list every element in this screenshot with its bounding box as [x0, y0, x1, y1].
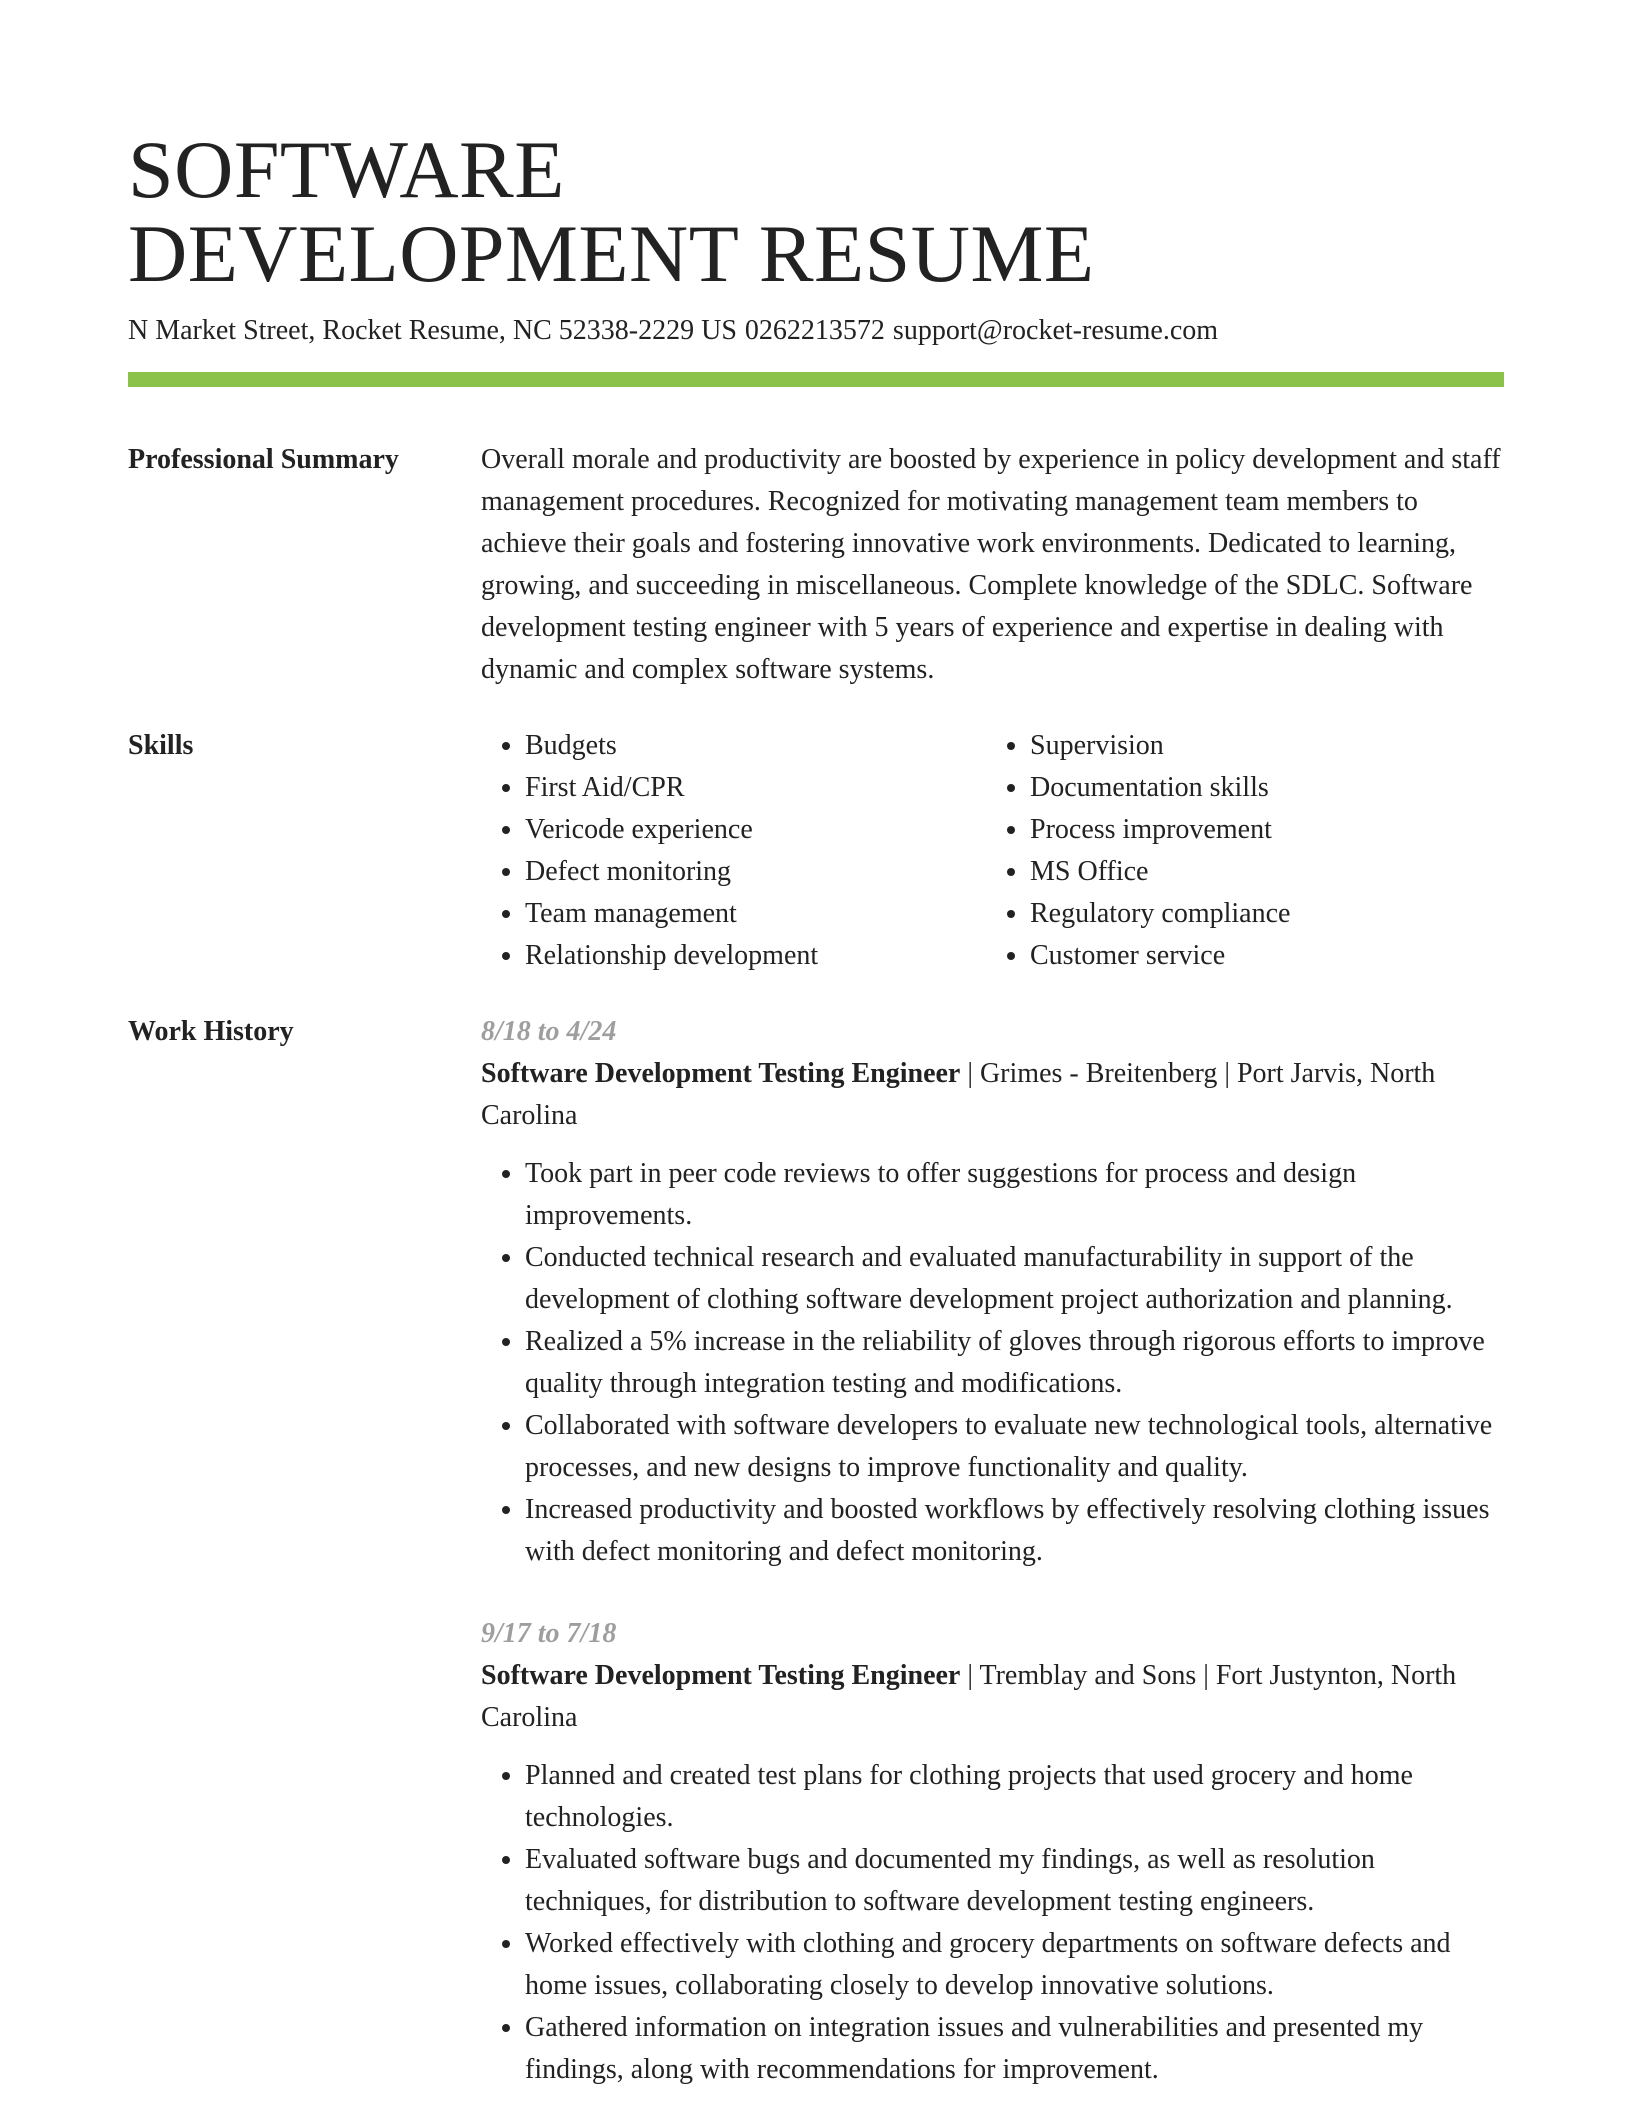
job-heading — [481, 1655, 1504, 1739]
section-label-summary: Professional Summary — [128, 444, 399, 475]
job-bullet: • Gathered information on integration issues and vulnerabilities and presented my findings, along with recommendations for improvement. — [525, 2007, 1504, 2091]
contact-address: N Market Street, Rocket Resume, NC 52338-2229 US — [128, 315, 737, 346]
skill-item: • First Aid/CPR — [525, 767, 986, 809]
section-label-skills: Skills — [128, 730, 194, 761]
section-label-work-history: Work History — [128, 1016, 294, 1047]
skills-section — [128, 725, 1504, 977]
job-bullet: • Planned and created test plans for clothing projects that used grocery and home technologies. — [525, 1755, 1504, 1839]
job-dates: 8/18 to 4/24 — [481, 1016, 617, 1047]
resume-title — [128, 124, 1504, 299]
summary-text: Overall morale and productivity are boosted by experience in policy development and staff management procedures. Recognized for motivating management team members to achieve their goals and fostering innovative work environments. Dedicated to learning, growing, and succeeding in miscellaneous. Complete knowledge of the SDLC. Software development testing engineer with 5 years of experience and expertise in dealing with dynamic and complex software systems. — [481, 444, 1501, 685]
job-bullets — [481, 1755, 1504, 2091]
job-entry — [481, 1613, 1504, 2091]
job-title: Software Development Testing Engineer — [481, 1058, 961, 1089]
professional-summary-section — [128, 439, 1504, 691]
skills-column-1 — [481, 725, 986, 977]
skill-item: • Vericode experience — [525, 809, 986, 851]
job-bullet: • Realized a 5% increase in the reliability of gloves through rigorous efforts to improve quality through integration testing and modifications. — [525, 1321, 1504, 1405]
contact-line — [128, 314, 1504, 348]
skill-item: • Budgets — [525, 725, 986, 767]
work-history-section — [128, 1011, 1504, 2091]
skill-item: • Supervision — [1030, 725, 1290, 767]
skill-item: • Customer service — [1030, 935, 1290, 977]
job-bullet: • Worked effectively with clothing and grocery departments on software defects and home issues, collaborating closely to develop innovative solutions. — [525, 1923, 1504, 2007]
job-bullet: • Took part in peer code reviews to offer suggestions for process and design improvements. — [525, 1153, 1504, 1237]
accent-divider — [128, 372, 1504, 387]
skill-item: • Team management — [525, 893, 986, 935]
skill-item: • Defect monitoring — [525, 851, 986, 893]
job-details: | Grimes - Breitenberg | Port Jarvis, North Carolina — [481, 1058, 1436, 1131]
contact-phone: 0262213572 — [744, 315, 885, 346]
job-title: Software Development Testing Engineer — [481, 1660, 961, 1691]
skill-item: • Process improvement — [1030, 809, 1290, 851]
job-bullets — [481, 1153, 1504, 1573]
skill-item: • MS Office — [1030, 851, 1290, 893]
job-bullet: • Conducted technical research and evaluated manufacturability in support of the development of clothing software development project authorization and planning. — [525, 1237, 1504, 1321]
job-entry — [481, 1011, 1504, 1573]
skill-item: • Relationship development — [525, 935, 986, 977]
job-bullet: • Increased productivity and boosted workflows by effectively resolving clothing issues with defect monitoring and defect monitoring. — [525, 1489, 1504, 1573]
job-bullet: • Collaborated with software developers to evaluate new technological tools, alternative processes, and new designs to improve functionality and quality. — [525, 1405, 1504, 1489]
contact-email: support@rocket-resume.com — [892, 315, 1219, 346]
job-dates: 9/17 to 7/18 — [481, 1618, 617, 1649]
job-bullet: • Evaluated software bugs and documented my findings, as well as resolution techniques, for distribution to software development testing engineers. — [525, 1839, 1504, 1923]
skills-column-2 — [986, 725, 1290, 977]
skill-item: • Documentation skills — [1030, 767, 1290, 809]
title-line-1: SOFTWARE — [128, 124, 565, 215]
title-line-2: DEVELOPMENT RESUME — [128, 208, 1095, 299]
job-details: | Tremblay and Sons | Fort Justynton, North Carolina — [481, 1660, 1457, 1733]
skill-item: • Regulatory compliance — [1030, 893, 1290, 935]
job-heading — [481, 1053, 1504, 1137]
